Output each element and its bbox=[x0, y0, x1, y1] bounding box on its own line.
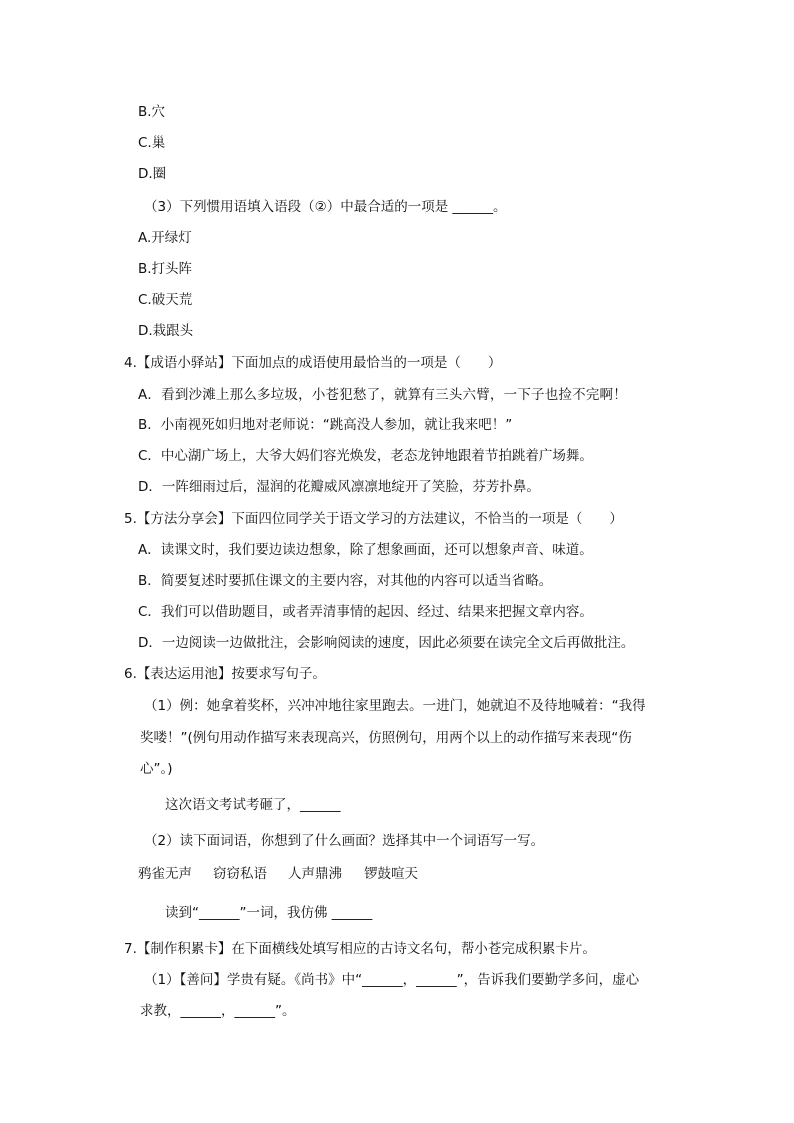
q6-sub1-line1: （1）例：她拿着奖杯，兴冲冲地往家里跑去。一进门，她就迫不及待地喊着：“我得 bbox=[144, 698, 646, 714]
q6-word-1: 鸦雀无声 bbox=[138, 866, 192, 882]
q6-sub1-line3: 心”。) bbox=[140, 761, 173, 777]
q3-option-d: D.圈 bbox=[138, 166, 167, 182]
q6-word-3: 人声鼎沸 bbox=[288, 866, 342, 882]
q5-stem: 5.【方法分享会】下面四位同学关于语文学习的方法建议，不恰当的一项是（ ） bbox=[124, 511, 623, 527]
q3-option-b: B.穴 bbox=[138, 104, 166, 120]
q5-option-c: C．我们可以借助题目，或者弄清事情的起因、经过、结果来把握文章内容。 bbox=[138, 604, 593, 620]
q3-sub3-option-a: A.开绿灯 bbox=[138, 230, 192, 246]
q4-option-c: C．中心湖广场上，大爷大妈们容光焕发，老态龙钟地跟着节拍跳着广场舞。 bbox=[138, 448, 593, 464]
q3-sub3-stem: （3）下列惯用语填入语段（②）中最合适的一项是 ______。 bbox=[144, 199, 507, 215]
q5-option-d: D．一边阅读一边做批注，会影响阅读的速度，因此必须要在读完全文后再做批注。 bbox=[138, 635, 635, 651]
q3-option-c: C.巢 bbox=[138, 135, 166, 151]
q7-sub1-line2: 求教，______，______”。 bbox=[140, 1003, 296, 1019]
q4-option-b: B．小南视死如归地对老师说：“跳高没人参加，就让我来吧！” bbox=[138, 417, 513, 433]
q6-sub2-stem: （2）读下面词语，你想到了什么画面？选择其中一个词语写一写。 bbox=[144, 833, 545, 849]
q6-stem: 6.【表达运用池】按要求写句子。 bbox=[124, 666, 326, 682]
q5-option-b: B．简要复述时要抓住课文的主要内容，对其他的内容可以适当省略。 bbox=[138, 573, 553, 589]
q4-option-a: A．看到沙滩上那么多垃圾，小苍犯愁了，就算有三头六臂，一下子也捡不完啊！ bbox=[138, 387, 627, 403]
q4-option-d: D．一阵细雨过后，湿润的花瓣威风凛凛地绽开了笑脸，芬芳扑鼻。 bbox=[138, 479, 540, 495]
q5-option-a: A．读课文时，我们要边读边想象，除了想象画面，还可以想象声音、味道。 bbox=[138, 542, 593, 558]
q6-word-4: 锣鼓喧天 bbox=[364, 866, 418, 882]
q7-sub1-line1: （1）【善问】学贵有疑。《尚书》中“______，______”，告诉我们要勤学多问，虚心 bbox=[144, 972, 640, 988]
q3-sub3-option-c: C.破天荒 bbox=[138, 292, 193, 308]
q6-sub1-answer-line: 这次语文考试考砸了，______ bbox=[165, 797, 341, 813]
q6-word-2: 窃窃私语 bbox=[213, 866, 267, 882]
q3-sub3-option-d: D.栽跟头 bbox=[138, 323, 194, 339]
q7-stem: 7.【制作积累卡】在下面横线处填写相应的古诗文名句，帮小苍完成积累卡片。 bbox=[124, 941, 596, 957]
q6-sub2-answer-line: 读到“______”一词，我仿佛 ______ bbox=[165, 905, 373, 921]
q3-sub3-option-b: B.打头阵 bbox=[138, 261, 193, 277]
q6-sub1-line2: 奖喽！”(例句用动作描写来表现高兴，仿照例句，用两个以上的动作描写来表现“伤 bbox=[140, 730, 632, 746]
q4-stem: 4.【成语小驿站】下面加点的成语使用最恰当的一项是（ ） bbox=[124, 355, 502, 371]
